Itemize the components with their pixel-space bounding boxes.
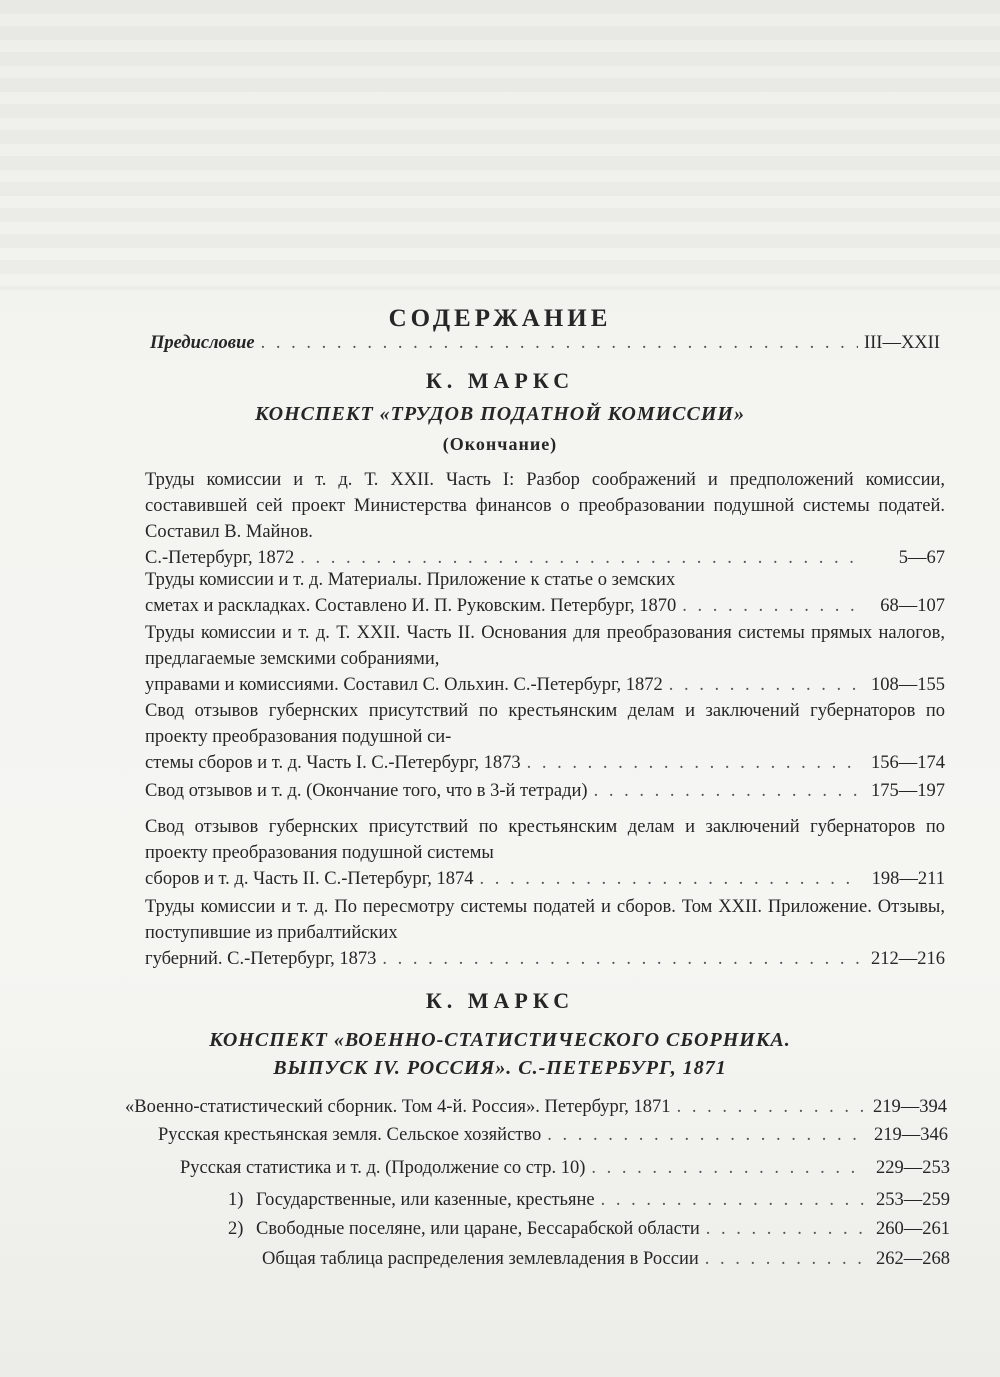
section2-author: К. МАРКС	[425, 988, 575, 1013]
entry-text-end: стемы сборов и т. д. Часть I. С.-Петербург, 1873	[145, 753, 521, 773]
section1-note: (Окончание)	[442, 434, 558, 454]
section2-title-line2: ВЫПУСК IV. РОССИЯ». С.-ПЕТЕРБУРГ, 1871	[273, 1057, 727, 1079]
dot-leader	[591, 1155, 866, 1181]
entry-text-end: сборов и т. д. Часть II. С.-Петербург, 1874	[145, 869, 474, 889]
section1-title: КОНСПЕКТ «ТРУДОВ ПОДАТНОЙ КОМИССИИ»	[255, 403, 745, 425]
entry-pages: 253—259	[876, 1190, 950, 1210]
entry-pages: 175—197	[871, 781, 945, 801]
preface-line	[150, 330, 940, 356]
entry-text: Труды комиссии и т. д. Т. XXII. Часть I: Разбор соображений и предположений комиссии, составившей сей проект Министерства финансов о преобразовании подушной системы податей. Составил В. Майнов.	[145, 470, 945, 542]
toc-entry	[145, 620, 945, 698]
toc-entry	[158, 1122, 948, 1148]
section1-author: К. МАРКС	[425, 368, 575, 393]
toc-entry	[125, 1094, 947, 1120]
toc-entry	[145, 467, 945, 571]
entry-text: Свод отзывов губернских присутствий по крестьянским делам и заключений губернаторов по проекту преобразования подушной си-	[145, 701, 945, 747]
entry-text-end: сметах и раскладках. Составлено И. П. Руковским. Петербург, 1870	[145, 596, 677, 616]
dot-leader	[682, 593, 859, 619]
show-through-text	[0, 0, 1000, 290]
entry-pages: 156—174	[871, 753, 945, 773]
toc-entry	[262, 1246, 950, 1272]
entry-number: 2)	[228, 1219, 244, 1239]
dot-leader	[601, 1187, 866, 1213]
entry-text: Труды комиссии и т. д. Т. XXII. Часть II. Основания для преобразования системы прямых налогов, предлагаемые земскими собраниями,	[145, 623, 945, 669]
preface-label: Предисловие	[150, 333, 255, 353]
toc-title: СОДЕРЖАНИЕ	[388, 305, 612, 332]
entry-pages: 212—216	[871, 949, 945, 969]
preface-pages: III—XXII	[863, 333, 940, 353]
dot-leader	[705, 1246, 866, 1272]
entry-text: Свод отзывов губернских присутствий по крестьянским делам и заключений губернаторов по проекту преобразования подушной системы	[145, 817, 945, 863]
entry-number: 1)	[228, 1190, 244, 1210]
entry-text-end: Свод отзывов и т. д. (Окончание того, что в 3-й тетради)	[145, 781, 588, 801]
entry-text: Русская статистика и т. д. (Продолжение со стр. 10)	[180, 1158, 586, 1178]
entry-pages: 5—67	[898, 548, 945, 568]
dot-leader	[594, 778, 859, 804]
entry-text-end: губерний. С.-Петербург, 1873	[145, 949, 377, 969]
dot-leader	[527, 750, 859, 776]
toc-entry	[145, 698, 945, 776]
dot-leader	[547, 1122, 864, 1148]
entry-text: Свободные поселяне, или царане, Бессарабской области	[256, 1219, 700, 1239]
entry-text-end: С.-Петербург, 1872	[145, 548, 295, 568]
entry-text: Труды комиссии и т. д. Материалы. Приложение к статье о земских	[145, 570, 676, 590]
entry-text: Общая таблица распределения землевладения в России	[262, 1249, 699, 1269]
entry-text: Труды комиссии и т. д. По пересмотру системы податей и сборов. Том XXII. Приложение. Отзывы, поступившие из прибалтийских	[145, 897, 945, 943]
entry-text: Русская крестьянская земля. Сельское хозяйство	[158, 1125, 542, 1145]
dot-leader	[479, 866, 859, 892]
entry-pages: 219—394	[873, 1097, 947, 1117]
toc-entry	[180, 1155, 950, 1181]
entry-text: Государственные, или казенные, крестьяне	[256, 1190, 595, 1210]
section2-title-line1: КОНСПЕКТ «ВОЕННО-СТАТИСТИЧЕСКОГО СБОРНИКА.	[209, 1029, 791, 1051]
dot-leader	[706, 1216, 866, 1242]
dot-leader	[669, 672, 859, 698]
toc-entry	[228, 1187, 950, 1213]
toc-entry	[228, 1216, 950, 1242]
toc-entry	[145, 814, 945, 892]
entry-pages: 229—253	[876, 1158, 950, 1178]
dot-leader	[677, 1094, 863, 1120]
entry-pages: 260—261	[876, 1219, 950, 1239]
entry-text-end: управами и комиссиями. Составил С. Ольхин. С.-Петербург, 1872	[145, 675, 663, 695]
entry-pages: 219—346	[874, 1125, 948, 1145]
entry-pages: 198—211	[871, 869, 945, 889]
entry-text: «Военно-статистический сборник. Том 4-й. Россия». Петербург, 1871	[125, 1097, 671, 1117]
toc-entry	[145, 894, 945, 972]
toc-entry	[145, 778, 945, 804]
entry-pages: 68—107	[880, 596, 945, 616]
dot-leader	[382, 946, 859, 972]
entry-pages: 262—268	[876, 1249, 950, 1269]
dot-leader	[261, 330, 858, 356]
entry-pages: 108—155	[871, 675, 945, 695]
toc-entry	[145, 567, 945, 619]
